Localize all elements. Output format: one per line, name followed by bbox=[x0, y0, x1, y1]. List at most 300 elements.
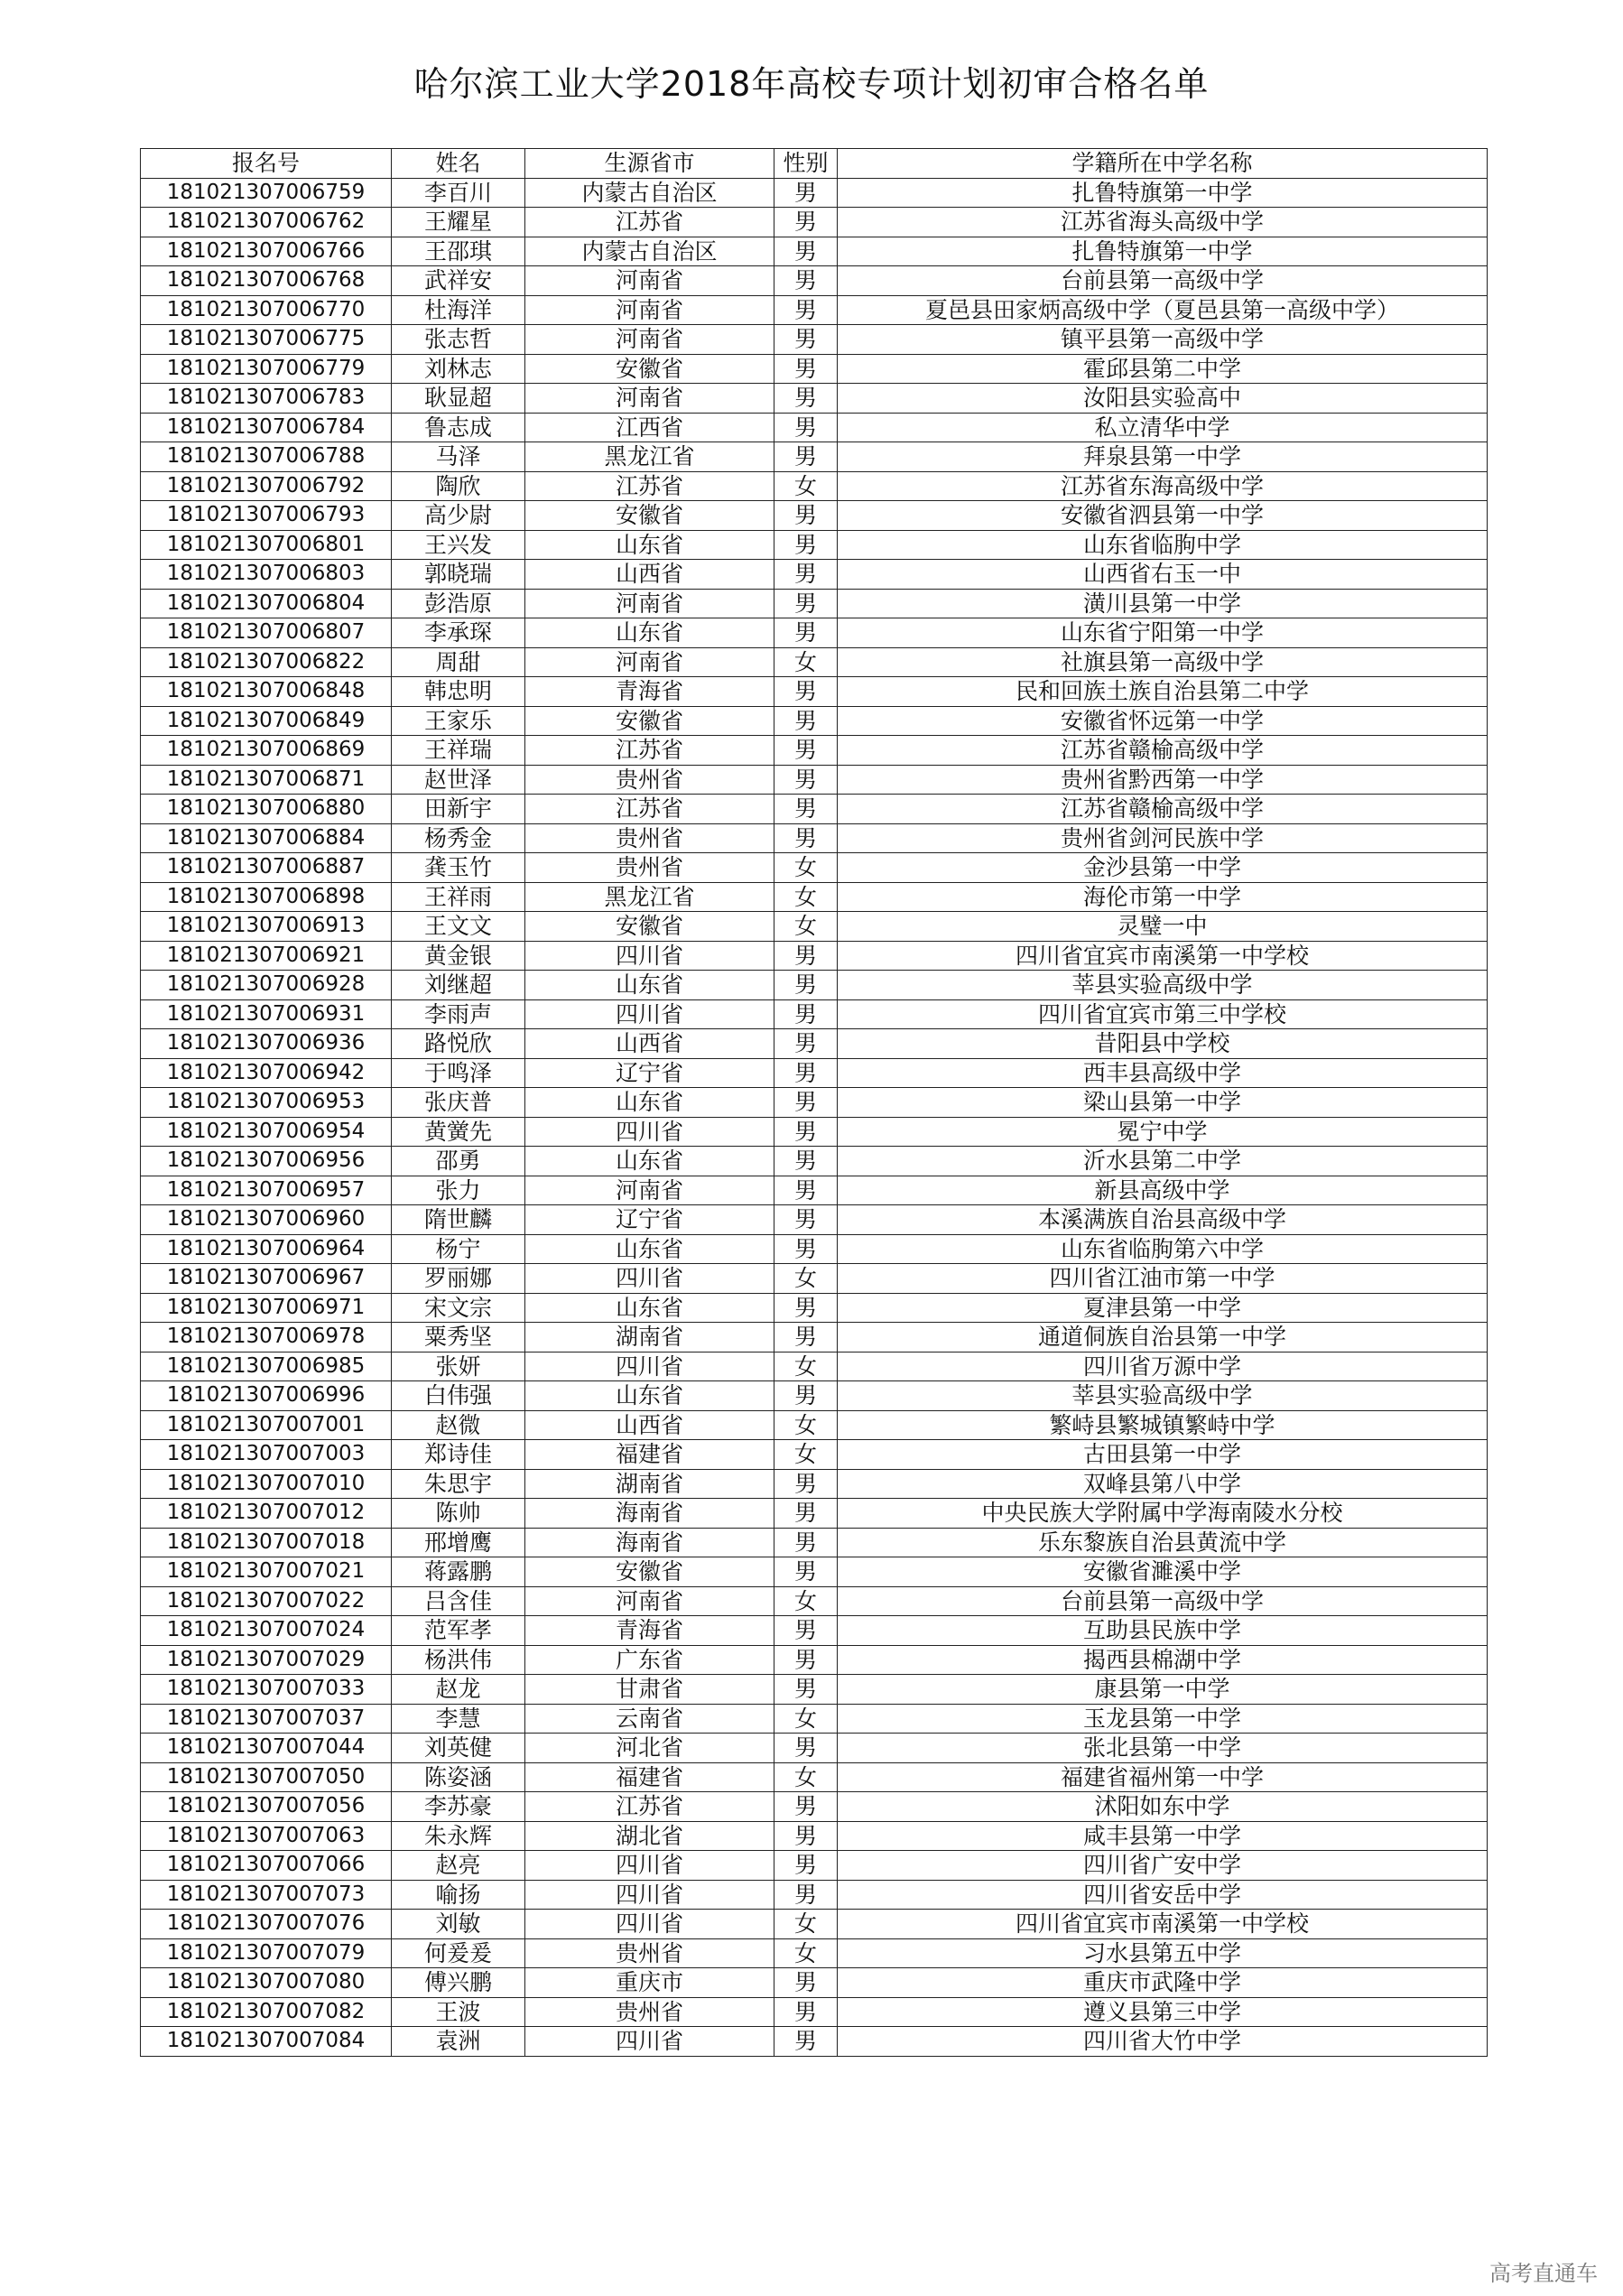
province-cell: 湖南省 bbox=[525, 1469, 774, 1499]
school-name-cell: 霍邱县第二中学 bbox=[838, 354, 1488, 384]
province-cell: 四川省 bbox=[525, 1117, 774, 1147]
school-name-cell: 灵璧一中 bbox=[838, 912, 1488, 942]
province-cell: 河南省 bbox=[525, 384, 774, 414]
registration-number-cell: 181021307006784 bbox=[141, 413, 392, 442]
registration-number-cell: 181021307007080 bbox=[141, 1968, 392, 1998]
school-name-cell: 西丰县高级中学 bbox=[838, 1058, 1488, 1088]
gender-cell: 男 bbox=[774, 1645, 838, 1675]
gender-cell: 男 bbox=[774, 384, 838, 414]
table-row bbox=[141, 1616, 1488, 1646]
province-cell: 四川省 bbox=[525, 1851, 774, 1881]
school-name-cell: 江苏省东海高级中学 bbox=[838, 471, 1488, 501]
school-name-cell: 贵州省剑河民族中学 bbox=[838, 823, 1488, 853]
student-name-cell: 赵世泽 bbox=[392, 765, 525, 795]
student-name-cell: 李慧 bbox=[392, 1704, 525, 1734]
table-row bbox=[141, 1704, 1488, 1734]
province-cell: 四川省 bbox=[525, 999, 774, 1029]
gender-cell: 男 bbox=[774, 1997, 838, 2027]
school-name-cell: 汝阳县实验高中 bbox=[838, 384, 1488, 414]
gender-cell: 女 bbox=[774, 1440, 838, 1470]
student-name-cell: 何爰爰 bbox=[392, 1938, 525, 1968]
gender-cell: 男 bbox=[774, 354, 838, 384]
table-row bbox=[141, 795, 1488, 824]
table-row bbox=[141, 1968, 1488, 1998]
registration-number-cell: 181021307006803 bbox=[141, 560, 392, 590]
table-row bbox=[141, 1645, 1488, 1675]
gender-cell: 男 bbox=[774, 999, 838, 1029]
table-row bbox=[141, 1029, 1488, 1059]
student-name-cell: 黄黉先 bbox=[392, 1117, 525, 1147]
school-name-cell: 安徽省怀远第一中学 bbox=[838, 706, 1488, 736]
school-name-cell: 通道侗族自治县第一中学 bbox=[838, 1323, 1488, 1353]
registration-number-cell: 181021307006956 bbox=[141, 1147, 392, 1176]
gender-cell: 男 bbox=[774, 1058, 838, 1088]
table-row bbox=[141, 501, 1488, 531]
school-name-cell: 福建省福州第一中学 bbox=[838, 1762, 1488, 1792]
province-cell: 青海省 bbox=[525, 1616, 774, 1646]
gender-cell: 男 bbox=[774, 1147, 838, 1176]
school-name-cell: 互助县民族中学 bbox=[838, 1616, 1488, 1646]
registration-number-cell: 181021307006898 bbox=[141, 882, 392, 912]
student-name-cell: 刘敏 bbox=[392, 1910, 525, 1939]
table-row bbox=[141, 1528, 1488, 1557]
student-name-cell: 罗丽娜 bbox=[392, 1264, 525, 1294]
table-row bbox=[141, 1499, 1488, 1529]
table-row bbox=[141, 1469, 1488, 1499]
registration-number-cell: 181021307007012 bbox=[141, 1499, 392, 1529]
table-row bbox=[141, 1205, 1488, 1235]
table-row bbox=[141, 1264, 1488, 1294]
table-row bbox=[141, 1938, 1488, 1968]
province-cell: 湖南省 bbox=[525, 1323, 774, 1353]
gender-cell: 男 bbox=[774, 1499, 838, 1529]
registration-number-cell: 181021307006913 bbox=[141, 912, 392, 942]
table-row bbox=[141, 971, 1488, 1000]
roster-body bbox=[141, 178, 1488, 2056]
province-cell: 湖北省 bbox=[525, 1821, 774, 1851]
student-name-cell: 田新宇 bbox=[392, 795, 525, 824]
student-name-cell: 陈姿涵 bbox=[392, 1762, 525, 1792]
student-name-cell: 宋文宗 bbox=[392, 1293, 525, 1323]
school-name-cell: 拜泉县第一中学 bbox=[838, 442, 1488, 472]
student-name-cell: 赵龙 bbox=[392, 1675, 525, 1705]
student-name-cell: 郑诗佳 bbox=[392, 1440, 525, 1470]
school-name-cell: 玉龙县第一中学 bbox=[838, 1704, 1488, 1734]
gender-cell: 女 bbox=[774, 1410, 838, 1440]
table-row bbox=[141, 178, 1488, 208]
header-row bbox=[141, 149, 1488, 179]
table-row bbox=[141, 1675, 1488, 1705]
student-name-cell: 蒋露鹏 bbox=[392, 1557, 525, 1587]
province-cell: 辽宁省 bbox=[525, 1205, 774, 1235]
page-title: 哈尔滨工业大学2018年高校专项计划初审合格名单 bbox=[413, 64, 1210, 104]
school-name-cell: 冕宁中学 bbox=[838, 1117, 1488, 1147]
gender-cell: 男 bbox=[774, 442, 838, 472]
registration-number-cell: 181021307007018 bbox=[141, 1528, 392, 1557]
registration-number-cell: 181021307006788 bbox=[141, 442, 392, 472]
gender-cell: 男 bbox=[774, 1176, 838, 1205]
registration-number-cell: 181021307006871 bbox=[141, 765, 392, 795]
registration-number-cell: 181021307006807 bbox=[141, 618, 392, 648]
school-name-cell: 台前县第一高级中学 bbox=[838, 1586, 1488, 1616]
student-name-cell: 袁洲 bbox=[392, 2027, 525, 2057]
school-name-cell: 四川省安岳中学 bbox=[838, 1880, 1488, 1910]
header-registration-number: 报名号 bbox=[141, 149, 392, 179]
table-row bbox=[141, 237, 1488, 266]
registration-number-cell: 181021307007001 bbox=[141, 1410, 392, 1440]
student-name-cell: 刘继超 bbox=[392, 971, 525, 1000]
student-name-cell: 朱思宇 bbox=[392, 1469, 525, 1499]
student-name-cell: 郭晓瑞 bbox=[392, 560, 525, 590]
school-name-cell: 台前县第一高级中学 bbox=[838, 266, 1488, 296]
province-cell: 山西省 bbox=[525, 1029, 774, 1059]
province-cell: 四川省 bbox=[525, 1264, 774, 1294]
school-name-cell: 本溪满族自治县高级中学 bbox=[838, 1205, 1488, 1235]
registration-number-cell: 181021307006766 bbox=[141, 237, 392, 266]
registration-number-cell: 181021307006775 bbox=[141, 325, 392, 355]
school-name-cell: 四川省广安中学 bbox=[838, 1851, 1488, 1881]
province-cell: 山东省 bbox=[525, 1381, 774, 1411]
registration-number-cell: 181021307007084 bbox=[141, 2027, 392, 2057]
province-cell: 山东省 bbox=[525, 971, 774, 1000]
header-province: 生源省市 bbox=[525, 149, 774, 179]
registration-number-cell: 181021307007037 bbox=[141, 1704, 392, 1734]
registration-number-cell: 181021307006849 bbox=[141, 706, 392, 736]
gender-cell: 男 bbox=[774, 266, 838, 296]
table-row bbox=[141, 1997, 1488, 2027]
school-name-cell: 山东省临朐中学 bbox=[838, 530, 1488, 560]
registration-number-cell: 181021307006960 bbox=[141, 1205, 392, 1235]
student-name-cell: 龚玉竹 bbox=[392, 853, 525, 883]
table-row bbox=[141, 471, 1488, 501]
table-row bbox=[141, 384, 1488, 414]
school-name-cell: 梁山县第一中学 bbox=[838, 1088, 1488, 1118]
table-row bbox=[141, 765, 1488, 795]
table-row bbox=[141, 1234, 1488, 1264]
table-row bbox=[141, 1557, 1488, 1587]
province-cell: 安徽省 bbox=[525, 501, 774, 531]
school-name-cell: 夏邑县田家炳高级中学（夏邑县第一高级中学） bbox=[838, 295, 1488, 325]
school-name-cell: 山东省宁阳第一中学 bbox=[838, 618, 1488, 648]
gender-cell: 男 bbox=[774, 1029, 838, 1059]
student-name-cell: 王祥瑞 bbox=[392, 736, 525, 766]
gender-cell: 男 bbox=[774, 413, 838, 442]
student-name-cell: 粟秀坚 bbox=[392, 1323, 525, 1353]
province-cell: 贵州省 bbox=[525, 1997, 774, 2027]
table-row bbox=[141, 208, 1488, 237]
school-name-cell: 中央民族大学附属中学海南陵水分校 bbox=[838, 1499, 1488, 1529]
registration-number-cell: 181021307006792 bbox=[141, 471, 392, 501]
student-name-cell: 白伟强 bbox=[392, 1381, 525, 1411]
student-name-cell: 彭浩原 bbox=[392, 589, 525, 618]
student-name-cell: 张妍 bbox=[392, 1352, 525, 1381]
student-name-cell: 邵勇 bbox=[392, 1147, 525, 1176]
student-name-cell: 喻扬 bbox=[392, 1880, 525, 1910]
table-row bbox=[141, 1088, 1488, 1118]
province-cell: 福建省 bbox=[525, 1762, 774, 1792]
school-name-cell: 乐东黎族自治县黄流中学 bbox=[838, 1528, 1488, 1557]
school-name-cell: 张北县第一中学 bbox=[838, 1734, 1488, 1763]
school-name-cell: 新县高级中学 bbox=[838, 1176, 1488, 1205]
province-cell: 山东省 bbox=[525, 1293, 774, 1323]
gender-cell: 男 bbox=[774, 1734, 838, 1763]
school-name-cell: 夏津县第一中学 bbox=[838, 1293, 1488, 1323]
student-name-cell: 鲁志成 bbox=[392, 413, 525, 442]
student-name-cell: 朱永辉 bbox=[392, 1821, 525, 1851]
student-name-cell: 王家乐 bbox=[392, 706, 525, 736]
school-name-cell: 四川省宜宾市南溪第一中学校 bbox=[838, 1910, 1488, 1939]
table-row bbox=[141, 2027, 1488, 2057]
student-name-cell: 王祥雨 bbox=[392, 882, 525, 912]
province-cell: 河南省 bbox=[525, 325, 774, 355]
table-row bbox=[141, 853, 1488, 883]
registration-number-cell: 181021307006848 bbox=[141, 677, 392, 707]
table-row bbox=[141, 1323, 1488, 1353]
registration-number-cell: 181021307007050 bbox=[141, 1762, 392, 1792]
student-name-cell: 张志哲 bbox=[392, 325, 525, 355]
student-name-cell: 赵微 bbox=[392, 1410, 525, 1440]
province-cell: 四川省 bbox=[525, 1880, 774, 1910]
school-name-cell: 潢川县第一中学 bbox=[838, 589, 1488, 618]
province-cell: 重庆市 bbox=[525, 1968, 774, 1998]
registration-number-cell: 181021307007021 bbox=[141, 1557, 392, 1587]
gender-cell: 男 bbox=[774, 1528, 838, 1557]
province-cell: 江西省 bbox=[525, 413, 774, 442]
header-name: 姓名 bbox=[392, 149, 525, 179]
school-name-cell: 私立清华中学 bbox=[838, 413, 1488, 442]
registration-number-cell: 181021307006869 bbox=[141, 736, 392, 766]
school-name-cell: 贵州省黔西第一中学 bbox=[838, 765, 1488, 795]
school-name-cell: 重庆市武隆中学 bbox=[838, 1968, 1488, 1998]
gender-cell: 男 bbox=[774, 1293, 838, 1323]
gender-cell: 男 bbox=[774, 795, 838, 824]
gender-cell: 男 bbox=[774, 1205, 838, 1235]
table-row bbox=[141, 295, 1488, 325]
school-name-cell: 四川省宜宾市第三中学校 bbox=[838, 999, 1488, 1029]
school-name-cell: 江苏省赣榆高级中学 bbox=[838, 736, 1488, 766]
school-name-cell: 扎鲁特旗第一中学 bbox=[838, 237, 1488, 266]
table-row bbox=[141, 1792, 1488, 1822]
province-cell: 广东省 bbox=[525, 1645, 774, 1675]
registration-number-cell: 181021307006953 bbox=[141, 1088, 392, 1118]
student-name-cell: 隋世麟 bbox=[392, 1205, 525, 1235]
gender-cell: 男 bbox=[774, 677, 838, 707]
student-name-cell: 杨洪伟 bbox=[392, 1645, 525, 1675]
gender-cell: 男 bbox=[774, 971, 838, 1000]
province-cell: 山东省 bbox=[525, 1147, 774, 1176]
table-row bbox=[141, 413, 1488, 442]
registration-number-cell: 181021307006804 bbox=[141, 589, 392, 618]
school-name-cell: 扎鲁特旗第一中学 bbox=[838, 178, 1488, 208]
student-name-cell: 韩忠明 bbox=[392, 677, 525, 707]
student-name-cell: 张庆普 bbox=[392, 1088, 525, 1118]
table-row bbox=[141, 1734, 1488, 1763]
province-cell: 河南省 bbox=[525, 647, 774, 677]
school-name-cell: 四川省大竹中学 bbox=[838, 2027, 1488, 2057]
registration-number-cell: 181021307007003 bbox=[141, 1440, 392, 1470]
school-name-cell: 康县第一中学 bbox=[838, 1675, 1488, 1705]
school-name-cell: 沂水县第二中学 bbox=[838, 1147, 1488, 1176]
table-row bbox=[141, 1293, 1488, 1323]
province-cell: 河南省 bbox=[525, 1586, 774, 1616]
registration-number-cell: 181021307007079 bbox=[141, 1938, 392, 1968]
student-name-cell: 李承琛 bbox=[392, 618, 525, 648]
table-row bbox=[141, 1910, 1488, 1939]
school-name-cell: 金沙县第一中学 bbox=[838, 853, 1488, 883]
registration-number-cell: 181021307006768 bbox=[141, 266, 392, 296]
table-row bbox=[141, 736, 1488, 766]
table-row bbox=[141, 941, 1488, 971]
student-name-cell: 耿显超 bbox=[392, 384, 525, 414]
table-row bbox=[141, 560, 1488, 590]
registration-number-cell: 181021307006793 bbox=[141, 501, 392, 531]
province-cell: 黑龙江省 bbox=[525, 882, 774, 912]
student-name-cell: 李百川 bbox=[392, 178, 525, 208]
table-row bbox=[141, 882, 1488, 912]
header-gender: 性别 bbox=[774, 149, 838, 179]
table-row bbox=[141, 1117, 1488, 1147]
school-name-cell: 社旗县第一高级中学 bbox=[838, 647, 1488, 677]
student-name-cell: 路悦欣 bbox=[392, 1029, 525, 1059]
student-name-cell: 赵亮 bbox=[392, 1851, 525, 1881]
gender-cell: 男 bbox=[774, 501, 838, 531]
registration-number-cell: 181021307006759 bbox=[141, 178, 392, 208]
registration-number-cell: 181021307006887 bbox=[141, 853, 392, 883]
student-name-cell: 于鸣泽 bbox=[392, 1058, 525, 1088]
registration-number-cell: 181021307006801 bbox=[141, 530, 392, 560]
registration-number-cell: 181021307007022 bbox=[141, 1586, 392, 1616]
registration-number-cell: 181021307006971 bbox=[141, 1293, 392, 1323]
province-cell: 江苏省 bbox=[525, 471, 774, 501]
table-row bbox=[141, 1440, 1488, 1470]
registration-number-cell: 181021307006783 bbox=[141, 384, 392, 414]
student-name-cell: 张力 bbox=[392, 1176, 525, 1205]
table-row bbox=[141, 1176, 1488, 1205]
gender-cell: 男 bbox=[774, 706, 838, 736]
watermark-text: 高考直通车 bbox=[1489, 2261, 1598, 2286]
province-cell: 内蒙古自治区 bbox=[525, 178, 774, 208]
school-name-cell: 江苏省赣榆高级中学 bbox=[838, 795, 1488, 824]
table-row bbox=[141, 647, 1488, 677]
registration-number-cell: 181021307007033 bbox=[141, 1675, 392, 1705]
registration-number-cell: 181021307006985 bbox=[141, 1352, 392, 1381]
registration-number-cell: 181021307007029 bbox=[141, 1645, 392, 1675]
student-name-cell: 刘林志 bbox=[392, 354, 525, 384]
province-cell: 江苏省 bbox=[525, 208, 774, 237]
province-cell: 四川省 bbox=[525, 941, 774, 971]
table-row bbox=[141, 1821, 1488, 1851]
header-school: 学籍所在中学名称 bbox=[838, 149, 1488, 179]
table-row bbox=[141, 442, 1488, 472]
registration-number-cell: 181021307007024 bbox=[141, 1616, 392, 1646]
school-name-cell: 习水县第五中学 bbox=[838, 1938, 1488, 1968]
province-cell: 山东省 bbox=[525, 1088, 774, 1118]
registration-number-cell: 181021307006957 bbox=[141, 1176, 392, 1205]
registration-number-cell: 181021307006954 bbox=[141, 1117, 392, 1147]
gender-cell: 男 bbox=[774, 178, 838, 208]
gender-cell: 男 bbox=[774, 1117, 838, 1147]
student-name-cell: 刘英健 bbox=[392, 1734, 525, 1763]
gender-cell: 男 bbox=[774, 1968, 838, 1998]
province-cell: 内蒙古自治区 bbox=[525, 237, 774, 266]
table-row bbox=[141, 999, 1488, 1029]
student-name-cell: 武祥安 bbox=[392, 266, 525, 296]
school-name-cell: 四川省宜宾市南溪第一中学校 bbox=[838, 941, 1488, 971]
school-name-cell: 遵义县第三中学 bbox=[838, 1997, 1488, 2027]
school-name-cell: 莘县实验高级中学 bbox=[838, 1381, 1488, 1411]
registration-number-cell: 181021307007076 bbox=[141, 1910, 392, 1939]
table-row bbox=[141, 1586, 1488, 1616]
table-row bbox=[141, 1381, 1488, 1411]
registration-number-cell: 181021307006964 bbox=[141, 1234, 392, 1264]
province-cell: 山东省 bbox=[525, 618, 774, 648]
province-cell: 辽宁省 bbox=[525, 1058, 774, 1088]
school-name-cell: 安徽省濉溪中学 bbox=[838, 1557, 1488, 1587]
gender-cell: 男 bbox=[774, 941, 838, 971]
school-name-cell: 四川省万源中学 bbox=[838, 1352, 1488, 1381]
registration-number-cell: 181021307007073 bbox=[141, 1880, 392, 1910]
province-cell: 河南省 bbox=[525, 589, 774, 618]
school-name-cell: 山西省右玉一中 bbox=[838, 560, 1488, 590]
student-name-cell: 陶欣 bbox=[392, 471, 525, 501]
province-cell: 贵州省 bbox=[525, 853, 774, 883]
registration-number-cell: 181021307006770 bbox=[141, 295, 392, 325]
table-row bbox=[141, 1880, 1488, 1910]
registration-number-cell: 181021307006779 bbox=[141, 354, 392, 384]
school-name-cell: 山东省临朐第六中学 bbox=[838, 1234, 1488, 1264]
table-row bbox=[141, 1147, 1488, 1176]
table-row bbox=[141, 354, 1488, 384]
gender-cell: 男 bbox=[774, 589, 838, 618]
gender-cell: 女 bbox=[774, 1264, 838, 1294]
table-row bbox=[141, 677, 1488, 707]
gender-cell: 女 bbox=[774, 882, 838, 912]
student-name-cell: 李雨声 bbox=[392, 999, 525, 1029]
province-cell: 福建省 bbox=[525, 1440, 774, 1470]
school-name-cell: 民和回族土族自治县第二中学 bbox=[838, 677, 1488, 707]
province-cell: 河北省 bbox=[525, 1734, 774, 1763]
province-cell: 四川省 bbox=[525, 1910, 774, 1939]
gender-cell: 女 bbox=[774, 471, 838, 501]
school-name-cell: 镇平县第一高级中学 bbox=[838, 325, 1488, 355]
registration-number-cell: 181021307006931 bbox=[141, 999, 392, 1029]
gender-cell: 男 bbox=[774, 1323, 838, 1353]
student-name-cell: 周甜 bbox=[392, 647, 525, 677]
roster-table bbox=[140, 148, 1488, 2057]
student-name-cell: 杨宁 bbox=[392, 1234, 525, 1264]
gender-cell: 女 bbox=[774, 1352, 838, 1381]
gender-cell: 男 bbox=[774, 2027, 838, 2057]
province-cell: 甘肃省 bbox=[525, 1675, 774, 1705]
registration-number-cell: 181021307007044 bbox=[141, 1734, 392, 1763]
student-name-cell: 高少尉 bbox=[392, 501, 525, 531]
table-row bbox=[141, 823, 1488, 853]
table-row bbox=[141, 618, 1488, 648]
student-name-cell: 马泽 bbox=[392, 442, 525, 472]
gender-cell: 男 bbox=[774, 295, 838, 325]
gender-cell: 男 bbox=[774, 560, 838, 590]
gender-cell: 男 bbox=[774, 325, 838, 355]
student-name-cell: 王邵琪 bbox=[392, 237, 525, 266]
registration-number-cell: 181021307006928 bbox=[141, 971, 392, 1000]
province-cell: 四川省 bbox=[525, 2027, 774, 2057]
student-name-cell: 黄金银 bbox=[392, 941, 525, 971]
province-cell: 山西省 bbox=[525, 1410, 774, 1440]
table-row bbox=[141, 589, 1488, 618]
school-name-cell: 海伦市第一中学 bbox=[838, 882, 1488, 912]
registration-number-cell: 181021307006880 bbox=[141, 795, 392, 824]
school-name-cell: 安徽省泗县第一中学 bbox=[838, 501, 1488, 531]
